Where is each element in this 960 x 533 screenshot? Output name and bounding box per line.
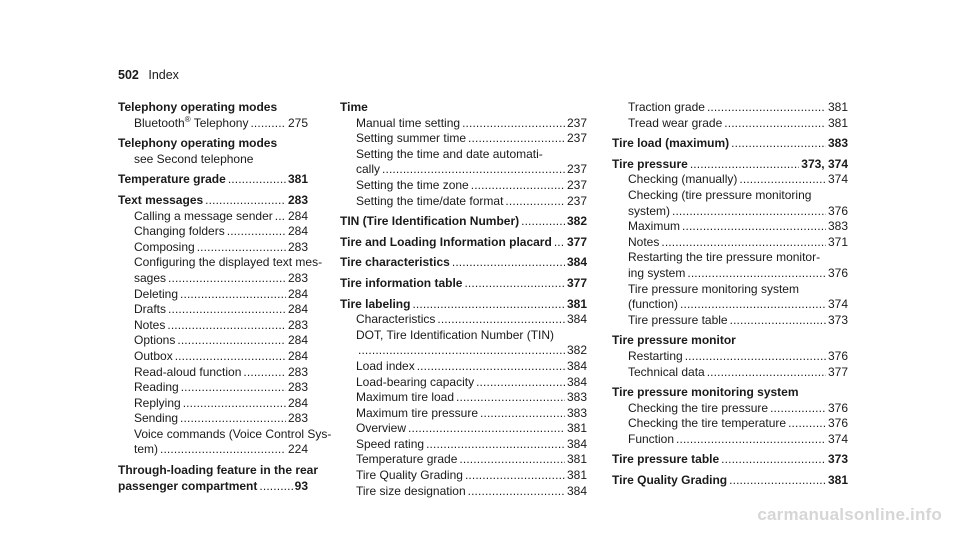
entry-text: passenger compartment bbox=[118, 478, 258, 493]
entry-text: Maximum tire pressure bbox=[356, 405, 479, 420]
entry-text: cally bbox=[356, 162, 381, 177]
entry-text: Tire pressure monitoring system bbox=[612, 385, 799, 400]
page-reference: 377 bbox=[566, 275, 587, 290]
leader-dots bbox=[452, 255, 565, 271]
entry-text: Tire pressure table bbox=[612, 452, 720, 467]
page-reference: 384 bbox=[566, 312, 587, 327]
leader-dots bbox=[468, 131, 565, 147]
entry-text: Tire Quality Grading bbox=[612, 473, 728, 488]
entry-text: Deleting bbox=[134, 286, 179, 301]
entry-text: Maximum tire load bbox=[356, 390, 455, 405]
entry-text: DOT, Tire Identification Number (TIN) bbox=[356, 327, 555, 342]
index-column-2 bbox=[340, 100, 587, 499]
page-reference: 237 bbox=[566, 115, 587, 130]
leader-dots bbox=[788, 416, 826, 432]
leader-dots bbox=[408, 421, 565, 437]
index-subentry bbox=[340, 178, 587, 194]
page-reference: 284 bbox=[287, 302, 308, 317]
entry-text: Composing bbox=[134, 239, 195, 254]
entry-text: Checking (manually) bbox=[628, 172, 738, 187]
page-reference: 284 bbox=[287, 286, 308, 301]
entry-text: Tire pressure monitor bbox=[612, 333, 736, 348]
index-heading bbox=[118, 463, 319, 479]
page-reference: 383 bbox=[566, 390, 587, 405]
page-reference: 237 bbox=[566, 193, 587, 208]
leader-dots bbox=[770, 401, 826, 417]
leader-dots bbox=[554, 235, 565, 251]
page-reference: 283 bbox=[287, 270, 308, 285]
entry-text: Tire labeling bbox=[340, 296, 411, 311]
entry-text: Configuring the displayed text mes- bbox=[134, 255, 323, 270]
entry-text: see Second telephone bbox=[134, 151, 254, 166]
index-heading bbox=[340, 297, 587, 313]
leader-dots bbox=[197, 240, 286, 256]
entry-text: Maximum bbox=[628, 219, 681, 234]
page-reference: 284 bbox=[287, 348, 308, 363]
page-reference: 371 bbox=[827, 234, 848, 249]
index-subentry bbox=[340, 437, 587, 453]
entry-text: Checking (tire pressure monitoring bbox=[628, 187, 812, 202]
page-reference: 384 bbox=[566, 358, 587, 373]
index-heading bbox=[118, 136, 308, 152]
index-subentry bbox=[118, 152, 308, 168]
leader-dots bbox=[672, 204, 826, 220]
leader-dots bbox=[227, 224, 286, 240]
leader-dots bbox=[183, 396, 286, 412]
page-reference: 284 bbox=[287, 224, 308, 239]
leader-dots bbox=[437, 312, 565, 328]
page-reference: 373, 374 bbox=[801, 156, 848, 171]
leader-dots bbox=[476, 375, 565, 391]
leader-dots bbox=[456, 390, 565, 406]
page-reference: 374 bbox=[827, 431, 848, 446]
entry-text: Notes bbox=[628, 234, 660, 249]
page-reference: 384 bbox=[566, 483, 587, 498]
page-reference: 377 bbox=[827, 364, 848, 379]
leader-dots bbox=[730, 313, 826, 329]
leader-dots bbox=[160, 442, 286, 458]
page-reference: 374 bbox=[827, 172, 848, 187]
index-subentry bbox=[340, 390, 587, 406]
entry-text: tem) bbox=[134, 442, 158, 457]
leader-dots bbox=[724, 116, 826, 132]
index-heading bbox=[118, 193, 308, 209]
leader-dots bbox=[228, 172, 286, 188]
entry-text: Setting the time zone bbox=[356, 177, 469, 192]
index-subentry bbox=[612, 116, 848, 132]
index-subentry bbox=[612, 416, 848, 432]
index-heading bbox=[340, 255, 587, 271]
leader-dots bbox=[471, 178, 565, 194]
leader-dots bbox=[739, 172, 826, 188]
index-subentry bbox=[118, 116, 308, 132]
index-subentry bbox=[340, 359, 587, 375]
section-title: Index bbox=[148, 68, 179, 82]
entry-text: Tire pressure table bbox=[628, 312, 728, 327]
entry-text: Time bbox=[340, 100, 368, 114]
page-reference: 382 bbox=[566, 214, 587, 229]
leader-dots bbox=[687, 266, 826, 282]
leader-dots bbox=[275, 209, 286, 225]
leader-dots bbox=[243, 365, 286, 381]
page-reference: 377 bbox=[566, 234, 587, 249]
page-reference: 283 bbox=[287, 380, 308, 395]
page-reference: 384 bbox=[566, 436, 587, 451]
page-reference: 373 bbox=[827, 312, 848, 327]
entry-text: Bluetooth® Telephony bbox=[134, 114, 249, 130]
index-heading bbox=[340, 100, 587, 116]
index-subentry bbox=[340, 452, 587, 468]
leader-dots bbox=[426, 437, 565, 453]
index-subentry bbox=[340, 484, 587, 500]
index-subentry bbox=[612, 401, 848, 417]
leader-dots bbox=[181, 380, 286, 396]
entry-text: Setting summer time bbox=[356, 131, 467, 146]
page-number: 502 bbox=[118, 68, 139, 82]
entry-text: Tread wear grade bbox=[628, 115, 723, 130]
watermark: carmanualsonline.info bbox=[757, 505, 942, 524]
entry-text: Checking the tire temperature bbox=[628, 416, 787, 431]
page-reference: 284 bbox=[287, 208, 308, 223]
leader-dots bbox=[521, 214, 565, 230]
entry-text: Temperature grade bbox=[118, 172, 226, 187]
leader-dots bbox=[465, 468, 565, 484]
page-reference: 376 bbox=[827, 265, 848, 280]
leader-dots bbox=[729, 473, 826, 489]
leader-dots bbox=[259, 479, 292, 495]
entry-text: Tire information table bbox=[340, 275, 463, 290]
entry-text: Calling a message sender bbox=[134, 208, 273, 223]
page-reference: 384 bbox=[566, 255, 587, 270]
index-heading bbox=[340, 235, 587, 251]
entry-text: Setting the time and date automati- bbox=[356, 146, 543, 161]
entry-text: ing system bbox=[628, 265, 686, 280]
index-subentry bbox=[118, 365, 308, 381]
entry-text: Restarting bbox=[628, 348, 683, 363]
index-column-1 bbox=[118, 100, 332, 494]
page-reference: 283 bbox=[287, 411, 308, 426]
index-subentry bbox=[340, 421, 587, 437]
index-subentry bbox=[118, 255, 323, 271]
page-reference: 275 bbox=[287, 115, 308, 130]
page-reference: 284 bbox=[287, 333, 308, 348]
entry-text: Load-bearing capacity bbox=[356, 374, 475, 389]
page-reference: 381 bbox=[566, 421, 587, 436]
entry-text: Tire and Loading Information placard bbox=[340, 234, 552, 249]
index-subentry bbox=[340, 162, 587, 178]
leader-dots bbox=[731, 136, 826, 152]
page-reference: 376 bbox=[827, 416, 848, 431]
page-reference: 383 bbox=[827, 219, 848, 234]
page-reference: 381 bbox=[827, 115, 848, 130]
page-reference: 376 bbox=[827, 348, 848, 363]
index-subentry bbox=[118, 349, 308, 365]
index-subentry bbox=[118, 224, 308, 240]
entry-text: Voice commands (Voice Control Sys- bbox=[134, 426, 332, 441]
page-reference: 384 bbox=[566, 374, 587, 389]
index-subentry bbox=[340, 194, 587, 210]
index-subentry bbox=[118, 318, 308, 334]
page-reference: 381 bbox=[827, 100, 848, 114]
page-reference: 383 bbox=[566, 405, 587, 420]
entry-text: Tire Quality Grading bbox=[356, 468, 463, 483]
leader-dots bbox=[168, 271, 286, 287]
page-reference: 283 bbox=[287, 192, 308, 207]
index-column-3 bbox=[612, 100, 848, 489]
leader-dots bbox=[721, 452, 826, 468]
page-reference: 283 bbox=[287, 239, 308, 254]
leader-dots bbox=[680, 297, 826, 313]
entry-text: Temperature grade bbox=[356, 452, 458, 467]
entry-text: Tire characteristics bbox=[340, 255, 450, 270]
index-subentry bbox=[612, 313, 848, 329]
index-subentry bbox=[612, 282, 848, 298]
index-subentry bbox=[118, 333, 308, 349]
leader-dots bbox=[382, 162, 565, 178]
index-subentry bbox=[612, 100, 848, 116]
page-reference: 224 bbox=[287, 442, 308, 457]
index-heading bbox=[118, 172, 308, 188]
entry-text: Function bbox=[628, 431, 675, 446]
page-reference: 376 bbox=[827, 203, 848, 218]
page-reference: 381 bbox=[827, 473, 848, 488]
entry-text: Telephony operating modes bbox=[118, 100, 278, 114]
leader-dots bbox=[180, 411, 286, 427]
leader-dots bbox=[480, 406, 565, 422]
entry-text: Setting the time/date format bbox=[356, 193, 504, 208]
entry-text: system) bbox=[628, 203, 670, 218]
entry-text: Text messages bbox=[118, 192, 204, 207]
leader-dots bbox=[250, 116, 286, 132]
index-subentry bbox=[340, 343, 587, 359]
entry-text: Checking the tire pressure bbox=[628, 400, 769, 415]
index-subentry bbox=[118, 411, 308, 427]
entry-text: Tire size designation bbox=[356, 483, 466, 498]
entry-text: TIN (Tire Identification Number) bbox=[340, 214, 520, 229]
leader-dots bbox=[690, 157, 799, 173]
entry-text: (function) bbox=[628, 297, 679, 312]
leader-dots bbox=[175, 349, 286, 365]
index-subentry bbox=[612, 349, 848, 365]
entry-text: Notes bbox=[134, 317, 166, 332]
page-reference: 283 bbox=[287, 364, 308, 379]
index-subentry bbox=[118, 302, 308, 318]
leader-dots bbox=[167, 318, 286, 334]
page-reference: 381 bbox=[287, 172, 308, 187]
index-heading bbox=[612, 333, 848, 349]
index-subentry bbox=[612, 432, 848, 448]
index-subentry bbox=[118, 380, 308, 396]
leader-dots bbox=[685, 349, 826, 365]
leader-dots bbox=[462, 116, 565, 132]
index-subentry bbox=[118, 240, 308, 256]
page-reference: 381 bbox=[566, 452, 587, 467]
leader-dots bbox=[468, 484, 565, 500]
entry-text: Read-aloud function bbox=[134, 364, 242, 379]
page-header bbox=[118, 68, 179, 82]
leader-dots bbox=[505, 194, 565, 210]
leader-dots bbox=[464, 276, 565, 292]
index-subentry bbox=[340, 328, 587, 344]
index-heading bbox=[612, 473, 848, 489]
leader-dots bbox=[180, 287, 286, 303]
entry-text: Reading bbox=[134, 380, 179, 395]
index-subentry bbox=[612, 365, 848, 381]
index-subentry bbox=[118, 442, 308, 458]
leader-dots bbox=[661, 235, 826, 251]
index-heading bbox=[340, 276, 587, 292]
index-subentry bbox=[612, 266, 848, 282]
entry-text: Overview bbox=[356, 421, 407, 436]
index-heading bbox=[612, 452, 848, 468]
index-subentry bbox=[612, 219, 848, 235]
page-reference: 381 bbox=[566, 468, 587, 483]
index-subentry bbox=[340, 116, 587, 132]
index-subentry bbox=[612, 188, 848, 204]
index-heading bbox=[612, 385, 848, 401]
entry-text: Restarting the tire pressure monitor- bbox=[628, 250, 821, 265]
index-subentry bbox=[340, 147, 587, 163]
leader-dots bbox=[682, 219, 826, 235]
entry-text: Through-loading feature in the rear bbox=[118, 463, 319, 478]
entry-text: Changing folders bbox=[134, 224, 225, 239]
leader-dots bbox=[205, 193, 286, 209]
index-subentry bbox=[612, 250, 848, 266]
entry-text: Drafts bbox=[134, 302, 167, 317]
entry-text: Characteristics bbox=[356, 312, 436, 327]
index-heading bbox=[612, 157, 848, 173]
index-subentry bbox=[340, 375, 587, 391]
page-reference: 237 bbox=[566, 131, 587, 146]
index-subentry bbox=[340, 131, 587, 147]
entry-text: Tire pressure monitoring system bbox=[628, 281, 799, 296]
entry-text: Tire pressure bbox=[612, 156, 688, 171]
leader-dots bbox=[707, 100, 826, 116]
page-reference: 93 bbox=[294, 478, 308, 493]
index-subentry bbox=[612, 297, 848, 313]
leader-dots bbox=[168, 302, 286, 318]
page-reference: 237 bbox=[566, 177, 587, 192]
page-reference: 381 bbox=[566, 296, 587, 311]
index-subentry bbox=[118, 396, 308, 412]
index-subentry bbox=[340, 468, 587, 484]
entry-text: Outbox bbox=[134, 348, 173, 363]
page-reference: 382 bbox=[566, 343, 587, 358]
page-reference: 284 bbox=[287, 395, 308, 410]
index-subentry bbox=[340, 406, 587, 422]
entry-text: Tire load (maximum) bbox=[612, 136, 730, 151]
page-reference: 283 bbox=[287, 317, 308, 332]
index-subentry bbox=[118, 287, 308, 303]
page-reference: 373 bbox=[827, 452, 848, 467]
entry-text: sages bbox=[134, 270, 167, 285]
entry-text: Replying bbox=[134, 395, 181, 410]
entry-text: Load index bbox=[356, 358, 415, 373]
leader-dots bbox=[707, 365, 826, 381]
leader-dots bbox=[417, 359, 565, 375]
leader-dots bbox=[358, 343, 565, 359]
leader-dots bbox=[177, 333, 286, 349]
leader-dots bbox=[676, 432, 826, 448]
entry-text: Manual time setting bbox=[356, 115, 461, 130]
page-reference: 383 bbox=[827, 136, 848, 151]
index-subentry bbox=[118, 209, 308, 225]
index-heading bbox=[118, 100, 308, 116]
index-heading bbox=[118, 479, 308, 495]
page-reference: 374 bbox=[827, 297, 848, 312]
page-reference: 376 bbox=[827, 400, 848, 415]
leader-dots bbox=[459, 452, 565, 468]
entry-text: Traction grade bbox=[628, 100, 705, 114]
entry-text: Sending bbox=[134, 411, 179, 426]
leader-dots bbox=[412, 297, 565, 313]
entry-text: Telephony operating modes bbox=[118, 136, 278, 151]
page-reference: 237 bbox=[566, 162, 587, 177]
index-subentry bbox=[612, 204, 848, 220]
entry-text: Technical data bbox=[628, 364, 705, 379]
index-heading bbox=[612, 136, 848, 152]
index-subentry bbox=[612, 172, 848, 188]
index-subentry bbox=[612, 235, 848, 251]
index-subentry bbox=[118, 426, 332, 443]
index-heading bbox=[340, 214, 587, 230]
entry-text: Speed rating bbox=[356, 436, 425, 451]
index-subentry bbox=[340, 312, 587, 328]
entry-text: Options bbox=[134, 333, 176, 348]
index-subentry bbox=[118, 271, 308, 287]
